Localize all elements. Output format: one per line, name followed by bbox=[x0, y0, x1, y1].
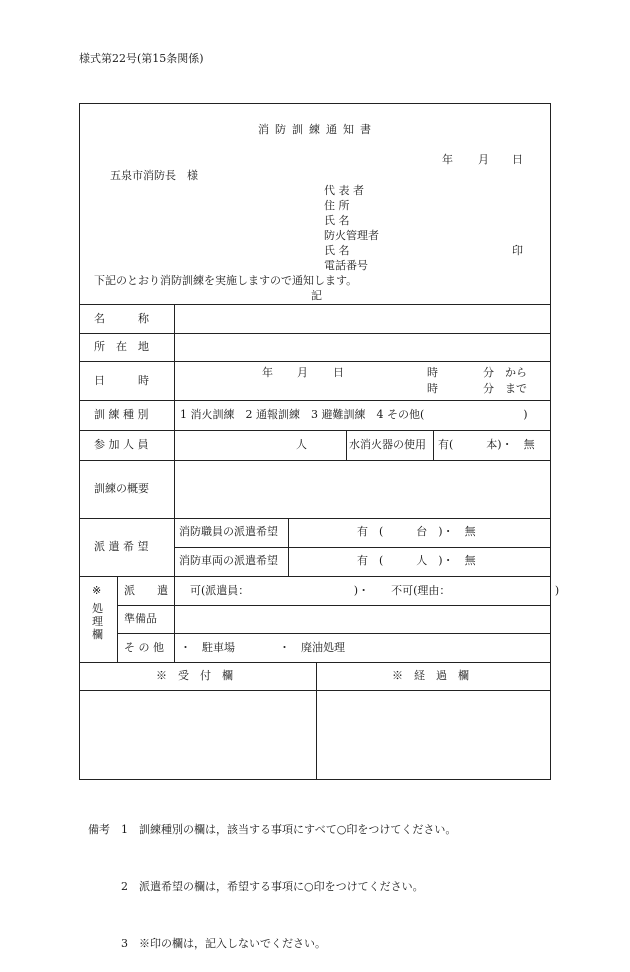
other-value: ・ 駐車場 ・ 廃油処理 bbox=[180, 641, 345, 654]
staff-dispatch-value: 有 ( 台 )・ 無 bbox=[357, 525, 476, 538]
name-row-label: 名 称 bbox=[94, 312, 149, 325]
overview-label: 訓練の概要 bbox=[94, 482, 149, 495]
dispatch-sub-value: 可(派遣員： )・ 不可(理由： ) bbox=[190, 584, 560, 597]
prep-label: 準備品 bbox=[124, 612, 157, 625]
processing-mark: ※ bbox=[92, 584, 102, 597]
staff-dispatch-label: 消防職員の派遣希望 bbox=[179, 525, 278, 538]
dt-month: 月 bbox=[297, 366, 308, 379]
extinguisher-label: 水消火器の使用 bbox=[349, 438, 426, 451]
progress-label: ※ 経 過 欄 bbox=[392, 669, 469, 682]
persons-unit: 人 bbox=[296, 438, 307, 451]
vehicle-dispatch-label: 消防車両の派遣希望 bbox=[179, 554, 278, 567]
name-label-2: 氏 名 bbox=[324, 244, 350, 257]
form-number: 様式第22号(第15条関係) bbox=[79, 52, 204, 65]
processing-label: 処理欄 bbox=[92, 602, 103, 641]
dt-minute-from: 分 bbox=[483, 366, 494, 379]
dt-day: 日 bbox=[333, 366, 344, 379]
note-1: 備考 1 訓練種別の欄は，該当する事項にすべて○印をつけてください。 bbox=[88, 823, 457, 836]
dt-year: 年 bbox=[262, 366, 273, 379]
dispatch-sub-label: 派 遣 bbox=[124, 584, 168, 597]
note-2: 2 派遣希望の欄は，希望する事項に○印をつけてください。 bbox=[88, 880, 424, 893]
dt-from: から bbox=[505, 366, 527, 379]
record-mark: 記 bbox=[311, 289, 322, 302]
date-year: 年 bbox=[442, 153, 453, 166]
note-3: 3 ※印の欄は，記入しないでください。 bbox=[88, 937, 326, 950]
notes bbox=[88, 782, 456, 972]
notification-form bbox=[79, 103, 560, 780]
dt-minute-to: 分 bbox=[483, 382, 494, 395]
name-label-1: 氏 名 bbox=[324, 214, 350, 227]
date-day: 日 bbox=[512, 153, 523, 166]
dt-until: まで bbox=[505, 382, 527, 395]
dispatch-request-label: 派 遣 希 望 bbox=[94, 540, 149, 553]
reception-label: ※ 受 付 欄 bbox=[156, 669, 233, 682]
datetime-row-label: 日 時 bbox=[94, 374, 149, 387]
participants-label: 参 加 人 員 bbox=[94, 438, 149, 451]
phone-label: 電話番号 bbox=[324, 259, 368, 272]
extinguisher-value: 有( 本)・ 無 bbox=[438, 438, 535, 451]
location-row-label: 所 在 地 bbox=[94, 340, 149, 353]
vehicle-dispatch-value: 有 ( 人 )・ 無 bbox=[357, 554, 476, 567]
other-label: そ の 他 bbox=[124, 641, 164, 654]
fire-manager-label: 防火管理者 bbox=[324, 229, 379, 242]
dt-hour-to: 時 bbox=[427, 382, 438, 395]
addressee: 五泉市消防長 様 bbox=[110, 169, 198, 182]
training-type-options: 1 消火訓練 2 通報訓練 3 避難訓練 4 その他( ) bbox=[180, 408, 528, 421]
seal-mark: 印 bbox=[512, 244, 523, 257]
date-month: 月 bbox=[478, 153, 489, 166]
address-label: 住 所 bbox=[324, 199, 350, 212]
training-type-label: 訓 練 種 別 bbox=[94, 408, 149, 421]
form-title: 消防訓練通知書 bbox=[258, 123, 377, 136]
dt-hour-from: 時 bbox=[427, 366, 438, 379]
notice-statement: 下記のとおり消防訓練を実施しますので通知します。 bbox=[94, 274, 358, 287]
representative-label: 代 表 者 bbox=[324, 184, 364, 197]
